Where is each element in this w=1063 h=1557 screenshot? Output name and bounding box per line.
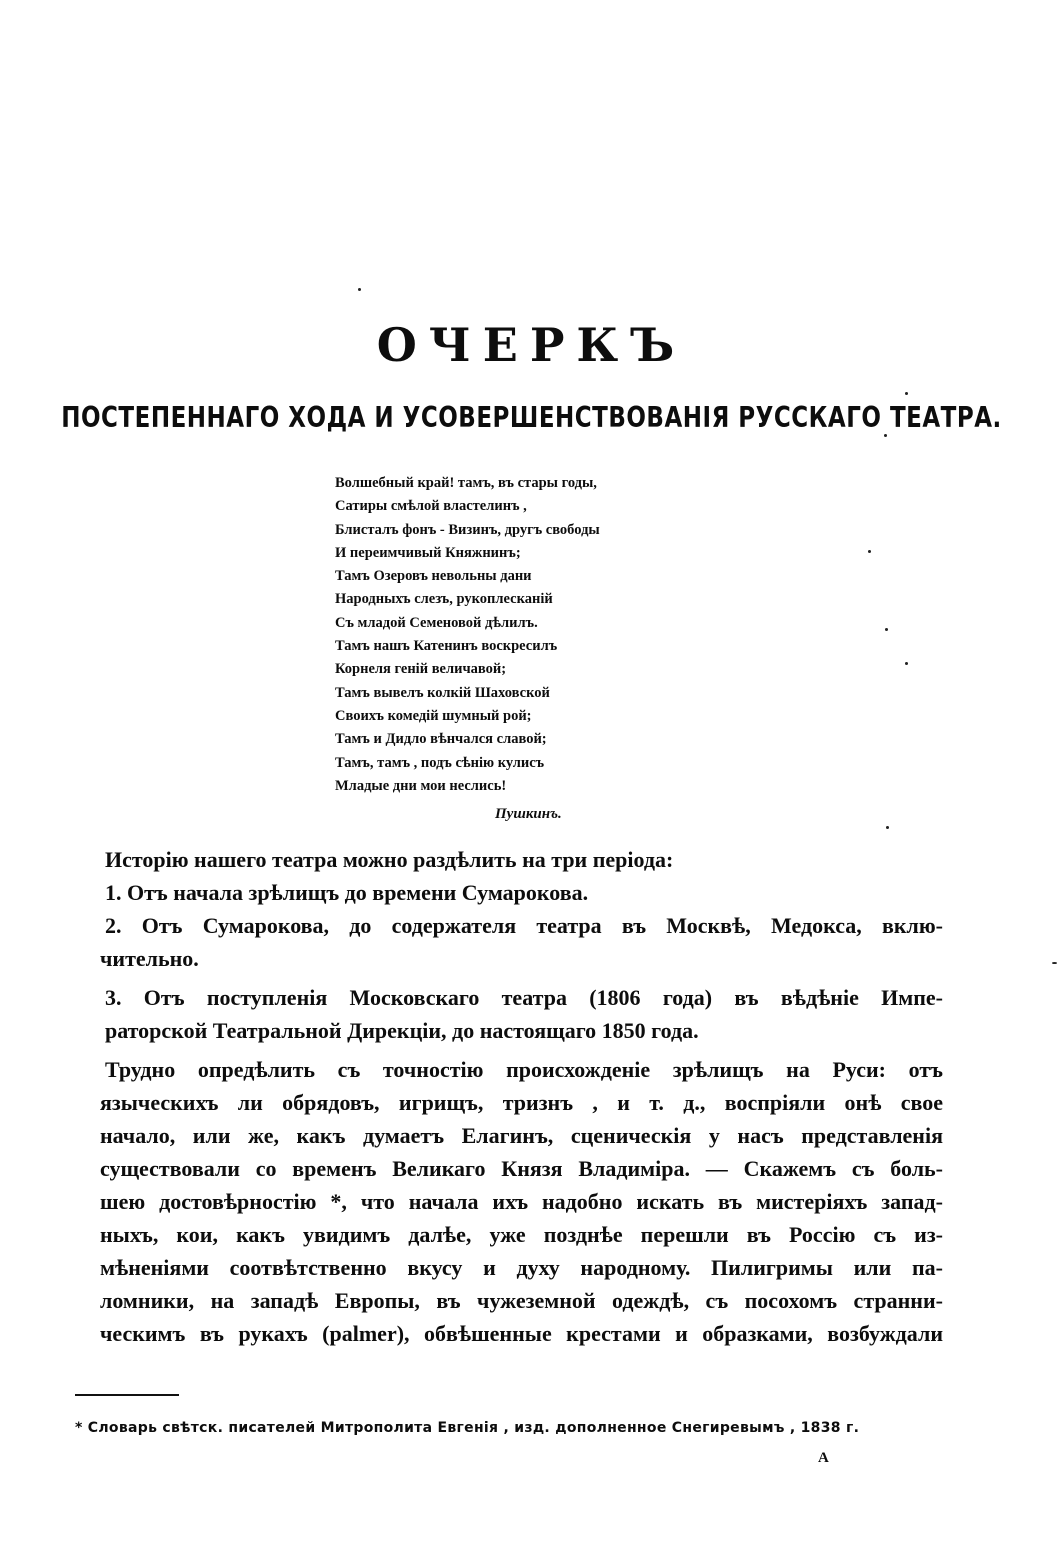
epigraph-line: Младые дни мои неслись! bbox=[335, 777, 507, 794]
intro-line: Исторію нашего театра можно раздѣлить на три періода: bbox=[105, 847, 674, 872]
print-speck bbox=[358, 288, 361, 291]
paragraph-line: существовали со временъ Великаго Князя Владиміра. — Скажемъ съ боль- bbox=[100, 1156, 943, 1181]
period-2-line: чительно. bbox=[100, 946, 199, 971]
print-speck bbox=[905, 662, 908, 665]
main-text bbox=[100, 843, 943, 1350]
epigraph-line: И переимчивый Княжнинъ; bbox=[335, 544, 521, 561]
print-speck bbox=[905, 392, 908, 395]
paragraph-line: мѣненіями соотвѣтственно вкусу и духу народному. Пилигримы или па- bbox=[100, 1255, 943, 1280]
paragraph-line: шею достовѣрностію *, что начала ихъ надобно искать въ мистеріяхъ запад- bbox=[100, 1189, 943, 1214]
epigraph-line: Тамъ Озеровъ невольны дани bbox=[335, 568, 532, 585]
epigraph-line: Съ младой Семеновой дѣлилъ. bbox=[335, 614, 538, 631]
signature-mark: А bbox=[818, 1450, 829, 1466]
page-subtitle: ПОСТЕПЕННАГО ХОДА И УСОВЕРШЕНСТВОВАНІЯ РУССКАГО ТЕАТРА. bbox=[61, 402, 1002, 435]
page-title: ОЧЕРКЪ bbox=[376, 318, 687, 372]
paragraph-line: языческихъ ли обрядовъ, игрищъ, тризнъ , и т. д., воспріяли онѣ свое bbox=[100, 1090, 943, 1115]
print-speck bbox=[885, 628, 888, 631]
paragraph-line: ломники, на западѣ Европы, въ чужеземной одеждѣ, съ посохомъ странни- bbox=[100, 1288, 943, 1313]
paragraph-line: начало, или же, какъ думаетъ Елагинъ, сценическія у насъ представленія bbox=[100, 1123, 943, 1148]
epigraph-line: Блисталъ фонъ - Визинъ, другъ свободы bbox=[335, 521, 600, 538]
epigraph-line: Корнеля геній величавой; bbox=[335, 661, 507, 678]
epigraph bbox=[335, 472, 665, 798]
period-3-line: 3. Отъ поступленія Московскаго театра (1806 года) въ вѣдѣніе Импе- bbox=[105, 985, 943, 1010]
epigraph-line: Тамъ, тамъ , подъ сѣнію кулисъ bbox=[335, 754, 545, 771]
epigraph-line: Своихъ комедій шумный рой; bbox=[335, 707, 532, 724]
footnote-rule bbox=[75, 1394, 179, 1396]
epigraph-line: Волшебный край! тамъ, въ стары годы, bbox=[335, 475, 597, 491]
epigraph-line: Народныхъ слезъ, рукоплесканій bbox=[335, 591, 553, 608]
print-speck bbox=[886, 826, 889, 829]
epigraph-line: Тамъ нашъ Катенинъ воскресилъ bbox=[335, 638, 558, 655]
epigraph-line: Тамъ и Дидло вѣнчался славой; bbox=[335, 731, 547, 748]
epigraph-attribution: Пушкинъ. bbox=[495, 806, 562, 822]
footnote: * Словарь свѣтск. писателей Митрополита Евгенія , изд. дополненное Снегиревымъ , 1838 г. bbox=[75, 1420, 860, 1436]
period-1: 1. Отъ начала зрѣлищъ до времени Сумарокова. bbox=[105, 880, 589, 905]
print-speck bbox=[884, 434, 887, 437]
period-2-line: 2. Отъ Сумарокова, до содержателя театра въ Москвѣ, Медокса, вклю- bbox=[105, 913, 943, 938]
epigraph-line: Тамъ вывелъ колкій Шаховской bbox=[335, 684, 550, 701]
paragraph-line: ныхъ, кои, какъ увидимъ далѣе, уже позднѣе перешли въ Россію съ из- bbox=[100, 1222, 943, 1247]
paragraph-line: Трудно опредѣлить съ точностію происхожденіе зрѣлищъ на Руси: отъ bbox=[105, 1057, 943, 1082]
print-speck bbox=[1052, 962, 1057, 964]
print-speck bbox=[868, 550, 871, 553]
period-3-line: раторской Театральной Дирекціи, до настоящаго 1850 года. bbox=[105, 1018, 699, 1043]
paragraph-line: ческимъ въ рукахъ (palmer), обвѣшенные крестами и образками, возбуждали bbox=[100, 1321, 943, 1346]
epigraph-line: Сатиры смѣлой властелинъ , bbox=[335, 498, 527, 515]
